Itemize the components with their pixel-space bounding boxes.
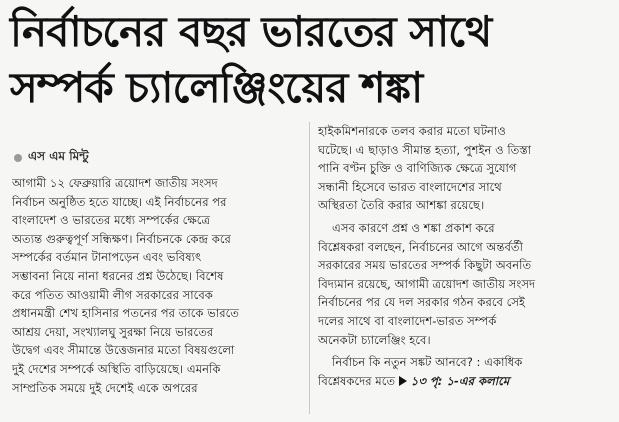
headline-line-1: নির্বাচনের বছর ভারতের সাথে xyxy=(10,7,492,56)
headline xyxy=(10,4,610,116)
text-line: নির্বাচন অনুষ্ঠিত হতে যাচ্ছে। এই নির্বাচনের পর xyxy=(12,194,227,209)
text-line: পানি বণ্টন চুক্তি ও বাণিজ্যিক ক্ষেত্রে সুযোগ xyxy=(318,161,517,176)
continuation-note: ১৩ পৃ: ১-এর কলামে xyxy=(410,373,510,388)
right-column xyxy=(318,122,610,390)
text-line: ঘটেছে। এ ছাড়াও সীমান্ত হত্যা, পুশইন ও তিস্তা xyxy=(318,142,532,157)
text-line: সম্ভাবনা নিয়ে নানা ধরনের প্রশ্ন উঠেছে। বিশেষ xyxy=(12,268,224,283)
text-line: নির্বাচন কি নতুন সঙ্কট আনবে? : একাধিক xyxy=(332,355,523,370)
text-line: এসব কারণে প্রশ্ন ও শঙ্কা প্রকাশ করে xyxy=(332,220,495,235)
text-line: সম্পর্কের বর্তমান টানাপড়েন এবং ভবিষ্যৎ xyxy=(12,250,202,265)
text-line: উদ্বেগ এবং সীমান্তে উত্তেজনার মতো বিষয়গুলো xyxy=(12,343,235,358)
continuation-arrow-icon xyxy=(399,376,407,386)
text-line: দুই দেশের সম্পর্কে অস্থিতি বাড়িয়েছে। এমনকি xyxy=(12,361,221,376)
text-line: হাইকমিশনারকে তলব করার মতো ঘটনাও xyxy=(318,124,506,138)
text-line: অস্থিরতা তৈরি করার আশঙ্কা রয়েছে। xyxy=(318,198,485,213)
text-line: করে পতিত আওয়ামী লীগ সরকারের সাবেক xyxy=(12,287,213,302)
byline xyxy=(14,148,89,168)
text-line: আশ্রয় দেয়া, সংখ্যালঘু সুরক্ষা নিয়ে ভারতের xyxy=(12,324,214,339)
text-line: অনেকটা চ্যালেঞ্জিং হবে। xyxy=(318,332,431,347)
text-line: বাংলাদেশ ও ভারতের মধ্যে সম্পর্কের ক্ষেত্রে xyxy=(12,213,210,228)
text-line: সাম্প্রতিক সময়ে দুই দেশেই একে অপরের xyxy=(12,380,198,395)
byline-bullet-icon xyxy=(14,154,22,162)
text-fragment: বিশ্লেষকদের মতে xyxy=(318,373,396,388)
text-line: নির্বাচনের পর যে দল সরকার গঠন করবে সেই xyxy=(318,295,526,310)
headline-line-2: সম্পর্ক চ্যালেঞ্জিংয়ের শঙ্কা xyxy=(10,63,423,112)
text-line: দলের সাথে বা বাংলাদেশ-ভারত সম্পর্ক xyxy=(318,313,497,328)
text-line: প্রধানমন্ত্রী শেখ হাসিনার পতনের পর তাকে ভারতে xyxy=(12,306,239,321)
text-line: সরকারের সময় ভারতের সম্পর্ক কিছুটা অবনতি xyxy=(318,258,532,273)
author-name: এস এম মিন্টু xyxy=(28,149,89,163)
text-line: বিশ্লেষকরা বলছেন, নির্বাচনের আগে অন্তর্বর্তী xyxy=(318,239,523,254)
text-line: সন্ধানী হিসেবে ভারত বাংলাদেশের সাথে xyxy=(318,179,502,194)
text-line-with-continuation xyxy=(318,372,610,391)
column-divider xyxy=(309,122,310,414)
text-line: বিদ্যমান রয়েছে, আগামী ত্রয়োদশ জাতীয় সংসদ xyxy=(318,276,536,291)
text-line: আগামী ১২ ফেব্রুয়ারি ত্রয়োদশ জাতীয় সংসদ xyxy=(12,176,218,190)
left-column xyxy=(12,174,300,397)
text-line: অত্যন্ত গুরুত্বপূর্ণ সন্ধিক্ষণ। নির্বাচনকে কেন্দ্র করে xyxy=(12,231,231,246)
